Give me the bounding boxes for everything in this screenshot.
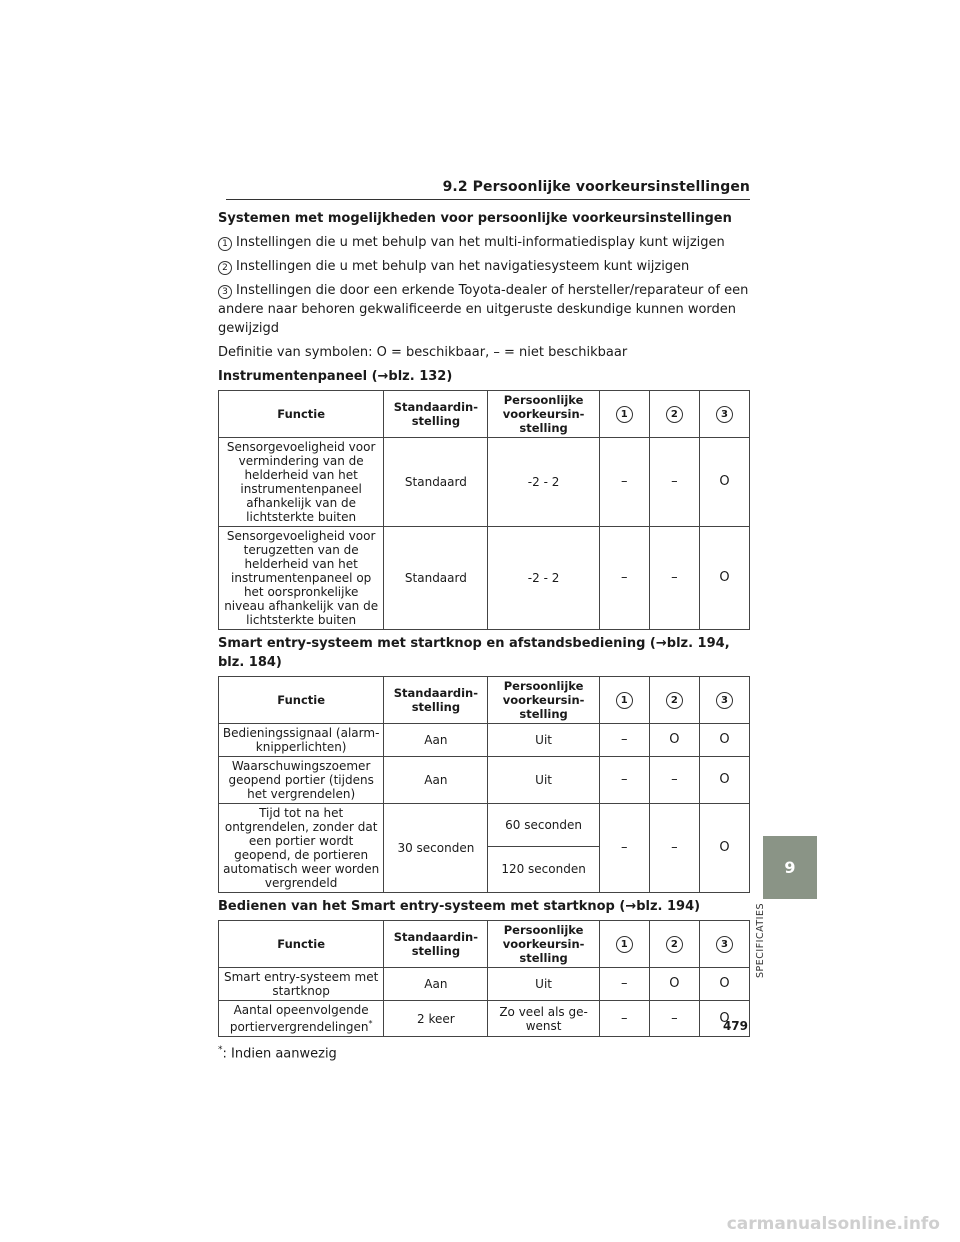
header-col-2 [649, 921, 699, 968]
cell-col-2: O [649, 724, 699, 757]
header-col-2 [649, 677, 699, 724]
cell-col-1: – [599, 527, 649, 630]
cell-functie: Tijd tot na het ontgrendelen, zonder dat een portier wordt geopend, de portieren automatisch weer worden vergrendeld [219, 804, 384, 893]
cell-col-2: – [649, 804, 699, 893]
cell-col-2: – [649, 757, 699, 804]
cell-col-1: – [599, 438, 649, 527]
header-col-1 [599, 677, 649, 724]
header-functie: Functie [219, 677, 384, 724]
cell-col-3: O [699, 1001, 749, 1037]
intro-heading: Systemen met mogelijkheden voor persoonlijke voorkeursinstellingen [218, 211, 732, 226]
table-smart-entry-startknop [218, 920, 750, 1037]
page-number: 479 [722, 1019, 748, 1033]
header-divider [226, 199, 750, 200]
table-row [219, 1001, 750, 1037]
cell-persoonlijk-option-1: 60 seconden [488, 804, 599, 847]
circled-number-3: 3 [218, 285, 232, 299]
circled-number-2: 2 [666, 692, 683, 709]
header-col-3 [699, 921, 749, 968]
header-functie: Functie [219, 921, 384, 968]
circled-number-3: 3 [716, 406, 733, 423]
page-content [218, 209, 750, 1063]
cell-functie-text: Aantal opeenvolgende portiervergrendelingen [229, 1003, 369, 1034]
intro-item-3 [218, 281, 750, 338]
cell-col-3: O [699, 724, 749, 757]
table-row [219, 757, 750, 804]
cell-col-1: – [599, 1001, 649, 1037]
table-row [219, 968, 750, 1001]
cell-col-2: O [649, 968, 699, 1001]
circled-number-1: 1 [616, 936, 633, 953]
circled-number-1: 1 [616, 692, 633, 709]
intro-item-text: Instellingen die door een erkende Toyota-dealer of hersteller/reparateur of een andere naar behoren gekwalificeerde en uitgeruste deskundige kunnen worden gewijzigd [218, 283, 749, 336]
cell-functie [219, 1001, 384, 1037]
cell-standaard: Standaard [384, 527, 488, 630]
page-header-title: 9.2 Persoonlijke voorkeursinstellingen [442, 179, 750, 195]
header-col-2 [649, 391, 699, 438]
section-title-instrumentenpaneel: Instrumentenpaneel (→blz. 132) [218, 369, 453, 384]
circled-number-2: 2 [218, 261, 232, 275]
cell-persoonlijk: Uit [488, 757, 599, 804]
chapter-label: SPECIFICATIES [755, 903, 766, 978]
header-col-3 [699, 677, 749, 724]
cell-functie: Waarschuwingszoemer geopend portier (tijdens het vergrendelen) [219, 757, 384, 804]
cell-functie: Smart entry-systeem met startknop [219, 968, 384, 1001]
header-standaardinstelling: Standaardinstelling [384, 677, 488, 724]
watermark: carmanualsonline.info [726, 1214, 940, 1234]
table-header-row [219, 921, 750, 968]
circled-number-2: 2 [666, 936, 683, 953]
footnote-marker: * [368, 1019, 373, 1028]
section-title-smart-entry-startknop: Bedienen van het Smart entry-systeem met startknop (→blz. 194) [218, 899, 701, 914]
header-col-1 [599, 391, 649, 438]
header-persoonlijke-voorkeursinstelling: Persoonlijke voorkeursinstelling [488, 677, 599, 724]
header-col-1 [599, 921, 649, 968]
intro-item-text: Instellingen die u met behulp van het multi-informatiedisplay kunt wijzigen [236, 235, 725, 250]
cell-col-2: – [649, 438, 699, 527]
cell-functie: Bedieningssignaal (alarmknipperlichten) [219, 724, 384, 757]
intro-item-2 [218, 257, 750, 276]
header-functie: Functie [219, 391, 384, 438]
cell-standaard: Standaard [384, 438, 488, 527]
table-header-row [219, 677, 750, 724]
section-title-smart-entry-afstandsbediening: Smart entry-systeem met startknop en afstandsbediening (→blz. 194, blz. 184) [218, 636, 730, 670]
cell-col-3: O [699, 527, 749, 630]
table-smart-entry-afstandsbediening [218, 676, 750, 893]
table-row [219, 724, 750, 757]
cell-col-3: O [699, 438, 749, 527]
cell-col-1: – [599, 804, 649, 893]
circled-number-1: 1 [218, 237, 232, 251]
cell-functie: Sensorgevoeligheid voor vermindering van de helderheid van het instrumentenpaneel afhankelijk van de lichtsterkte buiten [219, 438, 384, 527]
table-instrumentenpaneel [218, 390, 750, 630]
table-row [219, 527, 750, 630]
cell-persoonlijk: -2 - 2 [488, 438, 599, 527]
header-col-3 [699, 391, 749, 438]
footnote-text: : Indien aanwezig [222, 1046, 337, 1062]
symbol-definition: Definitie van symbolen: O = beschikbaar, – = niet beschikbaar [218, 345, 628, 360]
circled-number-1: 1 [616, 406, 633, 423]
cell-col-1: – [599, 724, 649, 757]
cell-standaard: 2 keer [384, 1001, 488, 1037]
intro-item-text: Instellingen die u met behulp van het navigatiesysteem kunt wijzigen [236, 259, 690, 274]
cell-standaard: 30 seconden [384, 804, 488, 893]
cell-persoonlijk: Zo veel als gewenst [488, 1001, 599, 1037]
header-persoonlijke-voorkeursinstelling: Persoonlijke voorkeursinstelling [488, 391, 599, 438]
table-row [219, 438, 750, 527]
cell-col-2: – [649, 527, 699, 630]
cell-col-3: O [699, 757, 749, 804]
cell-col-1: – [599, 968, 649, 1001]
cell-standaard: Aan [384, 724, 488, 757]
circled-number-2: 2 [666, 406, 683, 423]
circled-number-3: 3 [716, 936, 733, 953]
cell-persoonlijk: Uit [488, 968, 599, 1001]
table-row [219, 804, 750, 847]
chapter-tab: 9 [763, 836, 817, 899]
cell-persoonlijk-option-2: 120 seconden [488, 846, 599, 892]
cell-col-2: – [649, 1001, 699, 1037]
cell-standaard: Aan [384, 757, 488, 804]
cell-col-3: O [699, 804, 749, 893]
cell-standaard: Aan [384, 968, 488, 1001]
intro-item-1 [218, 233, 750, 252]
cell-col-1: – [599, 757, 649, 804]
footnote-marker: * [218, 1045, 223, 1055]
cell-col-3: O [699, 968, 749, 1001]
header-persoonlijke-voorkeursinstelling: Persoonlijke voorkeursinstelling [488, 921, 599, 968]
cell-persoonlijk: Uit [488, 724, 599, 757]
cell-persoonlijk: -2 - 2 [488, 527, 599, 630]
table-header-row [219, 391, 750, 438]
cell-functie: Sensorgevoeligheid voor terugzetten van de helderheid van het instrumentenpaneel op het oorspronkelijke niveau afhankelijk van de lichtsterkte buiten [219, 527, 384, 630]
footnote [218, 1041, 750, 1063]
header-standaardinstelling: Standaardinstelling [384, 391, 488, 438]
circled-number-3: 3 [716, 692, 733, 709]
header-standaardinstelling: Standaardinstelling [384, 921, 488, 968]
